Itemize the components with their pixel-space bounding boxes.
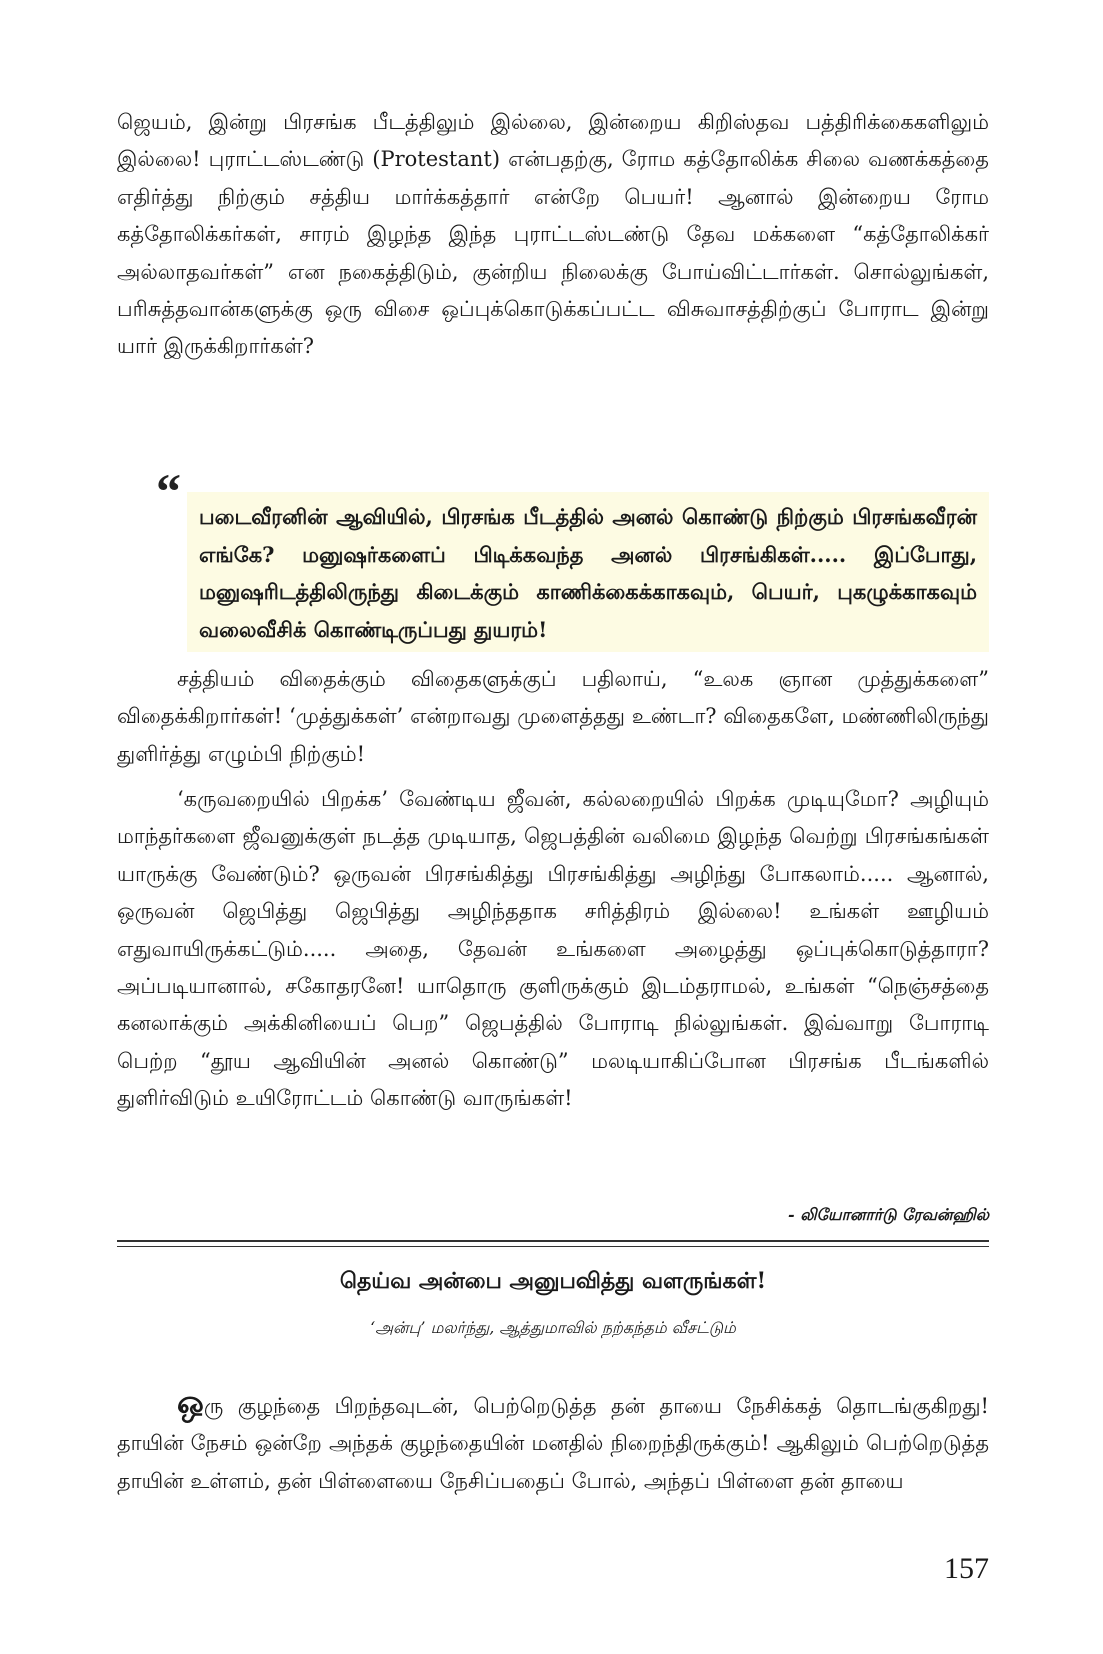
section-divider-thin (117, 1246, 989, 1247)
drop-cap: ஒ (177, 1383, 204, 1421)
author-signature: - லியோனார்டு ரேவன்ஹில் (788, 1205, 989, 1224)
body-paragraph-3: ‘கருவறையில் பிறக்க’ வேண்டிய ஜீவன், கல்லறையில் பிறக்க முடியுமோ? அழியும் மாந்தர்களை ஜீவனுக்குள் நடத்த முடியாத, ஜெபத்தின் வலிமை இழந்த வெற்று பிரசங்கங்கள் யாருக்கு வேண்டும்? ஒருவன் பிரசங்கித்து பிரசங்கித்து அழிந்து போகலாம்..... ஆனால், ஒருவன் ஜெபித்து ஜெபித்து அழிந்ததாக சரித்திரம் இல்லை! உங்கள் ஊழியம் எதுவாயிருக்கட்டும்..... அதை, தேவன் உங்களை அழைத்து ஒப்புக்கொடுத்தாரா? அப்படியானால், சகோதரனே! யாதொரு குளிருக்கும் இடம்தராமல், உங்கள் “நெஞ்சத்தை கனலாக்கும் அக்கினியைப் பெற” ஜெபத்தில் போராடி நில்லுங்கள். இவ்வாறு போராடி பெற்ற “தூய ஆவியின் அனல் கொண்டு” மலடியாகிப்போன பிரசங்க பீடங்களில் துளிர்விடும் உயிரோட்டம் கொண்டு வாருங்கள்! (117, 787, 989, 1111)
section-subheading: ‘அன்பு’ மலர்ந்து, ஆத்துமாவில் நற்கந்தம் வீசட்டும் (370, 1318, 736, 1337)
body-paragraph-2: சத்தியம் விதைக்கும் விதைகளுக்குப் பதிலாய், “உலக ஞான முத்துக்களை” விதைக்கிறார்கள்! ‘முத்துக்கள்’ என்றாவது முளைத்தது உண்டா? விதைகளே, மண்ணிலிருந்து துளிர்த்து எழும்பி நிற்கும்! (117, 667, 989, 766)
intro-paragraph: ஜெயம், இன்று பிரசங்க பீடத்திலும் இல்லை, இன்றைய கிறிஸ்தவ பத்திரிக்கைகளிலும் இல்லை! புராட்டஸ்டண்டு (Protestant) என்பதற்கு, ரோம கத்தோலிக்க சிலை வணக்கத்தை எதிர்த்து நிற்கும் சத்திய மார்க்கத்தார் என்றே பெயர்! ஆனால் இன்றைய ரோம கத்தோலிக்கர்கள், சாரம் இழந்த இந்த புராட்டஸ்டண்டு தேவ மக்களை “கத்தோலிக்கர் அல்லாதவர்கள்” என நகைத்திடும், குன்றிய நிலைக்கு போய்விட்டார்கள். சொல்லுங்கள், பரிசுத்தவான்களுக்கு ஒரு விசை ஒப்புக்கொடுக்கப்பட்ட விசுவாசத்திற்குப் போராட இன்று யார் இருக்கிறார்கள்? (117, 110, 989, 359)
section-paragraph-text: ரு குழந்தை பிறந்தவுடன், பெற்றெடுத்த தன் தாயை நேசிக்கத் தொடங்குகிறது! தாயின் நேசம் ஒன்றே அந்தக் குழந்தையின் மனதில் நிறைந்திருக்கும்! ஆகிலும் பெற்றெடுத்த தாயின் உள்ளம், தன் பிள்ளையை நேசிப்பதைப் போல், அந்தப் பிள்ளை தன் தாயை (117, 1394, 989, 1493)
page-number: 157 (944, 1552, 989, 1585)
highlighted-quote (187, 492, 989, 652)
quote-text: படைவீரனின் ஆவியில், பிரசங்க பீடத்தில் அனல் கொண்டு நிற்கும் பிரசங்கவீரன் எங்கே? மனுஷர்களைப் பிடிக்கவந்த அனல் பிரசங்கிகள்..... இப்போது, மனுஷரிடத்திலிருந்து கிடைக்கும் காணிக்கைக்காகவும், பெயர், புகழுக்காகவும் வலைவீசிக் கொண்டிருப்பது துயரம்! (199, 504, 977, 642)
section-divider-thick (117, 1240, 989, 1242)
section-heading: தெய்வ அன்பை அனுபவித்து வளருங்கள்! (339, 1268, 767, 1294)
quote-mark: “ (156, 463, 181, 519)
section-paragraph (117, 1383, 989, 1500)
